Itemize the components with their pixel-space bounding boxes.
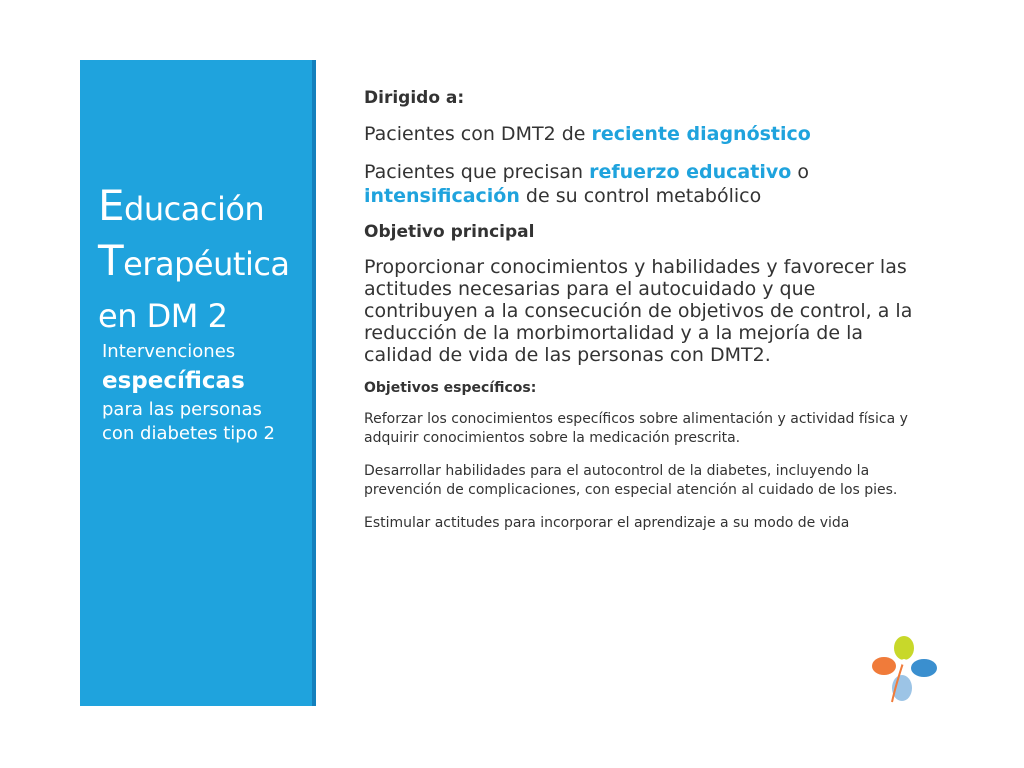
especifico-item: Desarrollar habilidades para el autocontrol de la diabetes, incluyendo la prevención de complicaciones, con especial atención al cuidado de los pies. <box>364 463 898 498</box>
target1-prefix: Pacientes con DMT2 de <box>364 123 592 145</box>
title-line2: erapéutica <box>123 245 290 283</box>
title-line3: en DM 2 <box>98 297 228 335</box>
subtitle-strong: específicas <box>102 368 245 394</box>
side-subtitle <box>102 340 275 446</box>
target-refuerzo <box>364 160 924 208</box>
objetivo-text: Proporcionar conocimientos y habilidades y favorecer las actitudes necesarias para el autocuidado y que contribuyen a la consecución de objetivos de control, a la reducción de la morbimortalidad y a la mejoría de la calidad de vida de las personas con DMT2. <box>364 256 913 366</box>
target2-accent2: intensificación <box>364 185 520 207</box>
title-line1: ducación <box>124 190 265 228</box>
subtitle-line1: Intervenciones <box>102 341 236 362</box>
target2-suffix: de su control metabólico <box>519 185 762 207</box>
target2-mid: o <box>791 161 809 183</box>
flower-logo-icon <box>866 632 942 708</box>
especifico-item: Reforzar los conocimientos específicos sobre alimentación y actividad física y adquirir conocimientos sobre la medicación prescrita. <box>364 411 908 446</box>
target1-accent: reciente diagnóstico <box>591 123 811 145</box>
objetivo-heading: Objetivo principal <box>364 222 535 242</box>
dirigido-heading: Dirigido a: <box>364 88 465 108</box>
especificos-heading: Objetivos específicos: <box>364 380 537 396</box>
side-panel <box>80 60 316 706</box>
main-content <box>364 88 924 547</box>
side-title <box>98 180 290 342</box>
subtitle-line2: para las personas <box>102 399 262 420</box>
target-reciente <box>364 122 924 146</box>
target2-prefix: Pacientes que precisan <box>364 161 590 183</box>
target2-accent1: refuerzo educativo <box>589 161 792 183</box>
title-cap-t: T <box>98 236 124 285</box>
especifico-item: Estimular actitudes para incorporar el aprendizaje a su modo de vida <box>364 515 850 531</box>
subtitle-line3: con diabetes tipo 2 <box>102 423 275 444</box>
title-cap-e: E <box>98 181 125 230</box>
